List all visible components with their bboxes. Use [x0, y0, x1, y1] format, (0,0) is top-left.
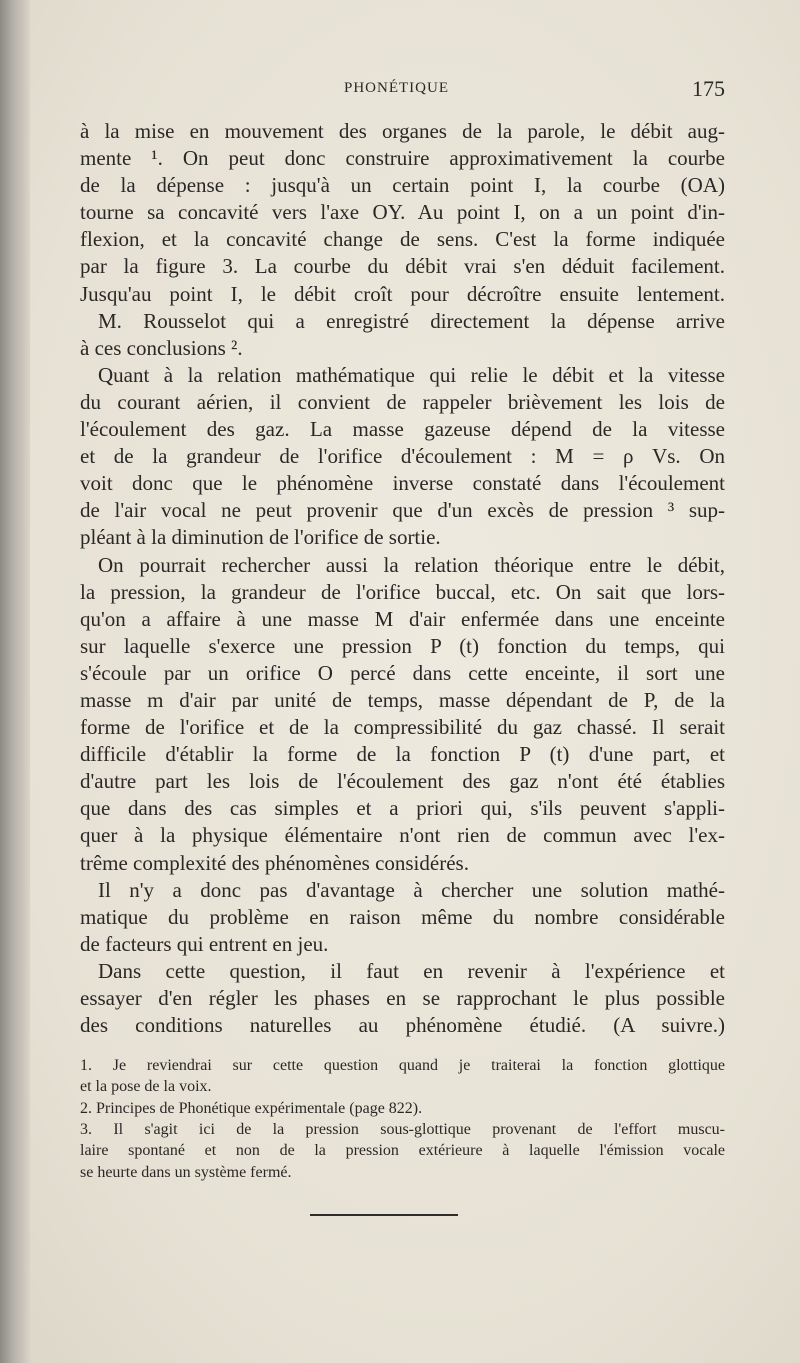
- text-line: mente ¹. On peut donc construire approximativement la courbe: [80, 146, 725, 171]
- footnote-line: 3. Il s'agit ici de la pression sous-glottique provenant de l'effort muscu-: [80, 1121, 725, 1139]
- text-line: difficile d'établir la forme de la fonction P (t) d'une part, et: [80, 742, 725, 767]
- text-line: s'écoule par un orifice O percé dans cette enceinte, il sort une: [80, 660, 725, 685]
- page-number: 175: [692, 76, 725, 101]
- main-text: [80, 118, 725, 1183]
- text-line: masse m d'air par unité de temps, masse dépendant de P, de la: [80, 687, 725, 712]
- text-line: sur laquelle s'exerce une pression P (t) fonction du temps, qui: [80, 633, 725, 658]
- text-line: Quant à la relation mathématique qui relie le débit et la vitesse: [98, 362, 725, 387]
- text-line: la pression, la grandeur de l'orifice buccal, etc. On sait que lors-: [80, 579, 725, 604]
- text-line: matique du problème en raison même du nombre considérable: [80, 904, 725, 929]
- footnote-gap: [80, 1039, 725, 1055]
- footnote-line: 1. Je reviendrai sur cette question quand je traiterai la fonction glottique: [80, 1057, 725, 1075]
- text-line: tourne sa concavité vers l'axe OY. Au point I, on a un point d'in-: [80, 200, 725, 225]
- text-line: des conditions naturelles au phénomène étudié. (A suivre.): [80, 1013, 725, 1038]
- text-line: Il n'y a donc pas d'avantage à chercher une solution mathé-: [98, 877, 725, 902]
- page-header: [80, 76, 725, 106]
- text-line: essayer d'en régler les phases en se rapprochant le plus possible: [80, 986, 725, 1010]
- text-line: de l'air vocal ne peut provenir que d'un excès de pression ³ sup-: [80, 498, 725, 523]
- text-line: voit donc que le phénomène inverse constaté dans l'écoulement: [80, 471, 725, 496]
- text-line: à la mise en mouvement des organes de la parole, le débit aug-: [80, 119, 725, 143]
- text-line: l'écoulement des gaz. La masse gazeuse dépend de la vitesse: [80, 417, 725, 442]
- running-title: PHONÉTIQUE: [344, 80, 449, 96]
- text-line: On pourrait rechercher aussi la relation théorique entre le débit,: [98, 552, 725, 577]
- text-line: et de la grandeur de l'orifice d'écoulement : M = ρ Vs. On: [80, 444, 725, 469]
- text-line: que dans des cas simples et a priori qui, s'ils peuvent s'appli-: [80, 796, 725, 821]
- text-line: Jusqu'au point I, le débit croît pour décroître ensuite lentement.: [80, 281, 725, 306]
- footnote-line: se heurte dans un système fermé.: [80, 1163, 292, 1181]
- text-line: Dans cette question, il faut en revenir à l'expérience et: [98, 958, 725, 983]
- text-line: d'autre part les lois de l'écoulement des gaz n'ont été établies: [80, 769, 725, 794]
- book-spine-shadow: [0, 0, 30, 1363]
- end-rule: [310, 1214, 458, 1216]
- text-line: qu'on a affaire à une masse M d'air enfermée dans une enceinte: [80, 606, 725, 631]
- text-line: de la dépense : jusqu'à un certain point I, la courbe (OA): [80, 173, 725, 198]
- text-line: par la figure 3. La courbe du débit vrai s'en déduit facilement.: [80, 254, 725, 279]
- text-line: de facteurs qui entrent en jeu.: [80, 931, 329, 956]
- text-line: flexion, et la concavité change de sens. C'est la forme indiquée: [80, 227, 725, 252]
- text-line: M. Rousselot qui a enregistré directement la dépense arrive: [98, 308, 725, 333]
- text-line: du courant aérien, il convient de rappeler brièvement les lois de: [80, 389, 725, 414]
- text-line: trême complexité des phénomènes considérés.: [80, 850, 469, 875]
- text-line: à ces conclusions ².: [80, 335, 243, 360]
- text-line: pléant à la diminution de l'orifice de sortie.: [80, 525, 441, 550]
- footnote-line: et la pose de la voix.: [80, 1078, 212, 1096]
- text-line: forme de l'orifice et de la compressibilité du gaz chassé. Il serait: [80, 715, 725, 740]
- text-line: quer à la physique élémentaire n'ont rien de commun avec l'ex-: [80, 823, 725, 848]
- footnote-line: 2. Principes de Phonétique expérimentale (page 822).: [80, 1099, 423, 1117]
- footnote-line: laire spontané et non de la pression extérieure à laquelle l'émission vocale: [80, 1142, 725, 1160]
